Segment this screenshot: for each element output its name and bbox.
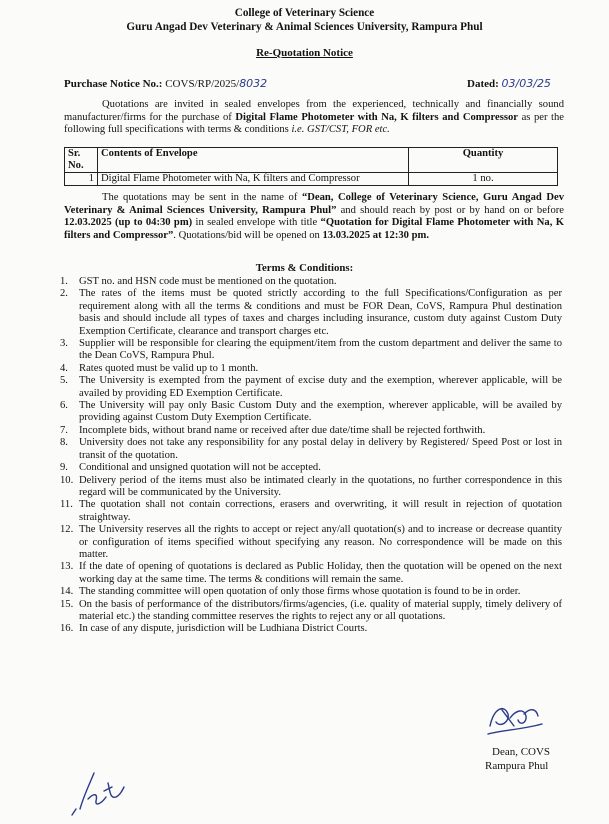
purchase-notice-number (64, 77, 267, 90)
handwritten-notice-number: 8032 (239, 77, 268, 90)
term-text: In case of any dispute, jurisdiction will be Ludhiana District Courts. (79, 623, 368, 635)
list-item (60, 462, 562, 474)
list-item (60, 437, 562, 462)
cell-sr-no: 1 (65, 173, 98, 186)
notice-title: Re-Quotation Notice (256, 47, 353, 59)
list-item (60, 623, 562, 635)
purchase-notice-label: Purchase Notice No.: (64, 78, 163, 90)
list-item (60, 561, 562, 586)
term-text: The University is exempted from the payment of excise duty and the exemption, wherever applicable, will be availed by providing ED Exemption Certificate. (79, 375, 562, 399)
handwritten-date: 03/03/25 (501, 77, 551, 90)
term-number: 14. (60, 586, 74, 598)
addressee: “Dean, College of Veterinary Science, Guru Angad Dev Veterinary & Animal Sciences University, Rampura Phul” (64, 192, 565, 216)
table-header-row (65, 148, 558, 173)
term-number: 15. (60, 598, 74, 610)
sub-text-e: in sealed envelope with title (192, 217, 321, 229)
col-contents: Contents of Envelope (98, 148, 409, 173)
cell-quantity: 1 no. (409, 173, 558, 186)
envelope-contents-table (64, 147, 558, 186)
term-number: 10. (60, 474, 74, 486)
term-text: The quotation shall not contain corrections, erasers and overwriting, it will result in rejection of quotation straightway. (79, 499, 562, 523)
list-item (60, 586, 562, 598)
term-text: The University will pay only Basic Custom Duty and the exemption, wherever applicable, will be availed by providing against Custom Duty Exemption Certificate. (79, 400, 562, 424)
intro-text-d: i.e. GST/CST, FOR etc. (291, 124, 390, 136)
term-number: 8. (60, 437, 68, 449)
term-number: 13. (60, 561, 74, 573)
signatory-place: Rampura Phul (485, 760, 549, 772)
university-name: Guru Angad Dev Veterinary & Animal Sciences University, Rampura Phul (126, 21, 483, 33)
signature-image (480, 696, 550, 742)
terms-list (60, 276, 562, 636)
term-number: 2. (60, 288, 68, 300)
col-quantity: Quantity (409, 148, 558, 173)
cell-contents: Digital Flame Photometer with Na, K filters and Compressor (98, 173, 409, 186)
list-item (60, 599, 562, 624)
list-item (60, 400, 562, 425)
list-item (60, 363, 562, 375)
term-number: 12. (60, 524, 74, 536)
opening-date: 13.03.2025 at 12:30 pm. (322, 229, 429, 241)
dated-label: Dated: (467, 78, 499, 90)
term-text: If the date of opening of quotations is declared as Public Holiday, then the quotation will be opened on the next working day at the same time. The terms & conditions will remain the same. (79, 561, 562, 585)
term-text: Delivery period of the items must also be intimated clearly in the quotations, no further correspondence in this regard will be communicated by the University. (79, 474, 562, 498)
list-item (60, 524, 562, 561)
submission-paragraph (64, 192, 564, 242)
term-number: 3. (60, 338, 68, 350)
term-number: 1. (60, 276, 68, 287)
signatory-title: Dean, COVS (492, 746, 551, 758)
sub-text-g: . Quotations/bid will be opened on (173, 229, 323, 241)
notice-date (467, 77, 551, 90)
term-text: Rates quoted must be valid up to 1 month. (79, 362, 259, 374)
col-sr-no: Sr. No. (65, 148, 98, 173)
terms-heading: Terms & Conditions: (255, 262, 354, 274)
intro-text-c: as per the following full specifications with terms & conditions (64, 111, 564, 136)
term-text: GST no. and HSN code must be mentioned on the quotation. (79, 276, 337, 287)
list-item (60, 338, 562, 363)
term-number: 11. (60, 499, 73, 511)
list-item (60, 375, 562, 400)
sub-text-c: and should reach by post or by hand on or before (336, 204, 564, 216)
intro-paragraph (64, 99, 564, 137)
purchase-notice-prefix: COVS/RP/2025/ (165, 78, 240, 90)
sub-text-a: The quotations may be sent in the name of (102, 192, 302, 203)
term-number: 9. (60, 462, 68, 474)
list-item (60, 499, 562, 524)
term-text: Conditional and unsigned quotation will not be accepted. (79, 462, 321, 474)
term-text: The rates of the items must be quoted strictly according to the full Specifications/Configuration as per requirement along with all the terms & conditions and must be FOR Dean, CoVS, Rampura Phul destination basis and should include all types of taxes and charges including insurance, custom duty against Custom Duty Exemption Certificate, clearance and transport charges etc. (79, 288, 562, 337)
term-text: On the basis of performance of the distributors/firms/agencies, (i.e. quality of material supply, timely delivery of material etc.) the standing committee reserves the rights to reject any or all quotations. (79, 598, 562, 622)
term-text: Supplier will be responsible for clearing the equipment/item from the custom department and deliver the same to the Dean CoVS, Rampura Phul. (79, 338, 562, 362)
term-number: 16. (60, 623, 74, 635)
college-name: College of Veterinary Science (234, 7, 375, 19)
intro-text-a: Quotations are invited in sealed envelopes from the experienced, technically and financially sound manufacturer/firms for the purchase of (64, 99, 564, 123)
term-number: 7. (60, 424, 68, 436)
term-text: Incomplete bids, without brand name or received after due date/time shall be rejected forthwith. (79, 424, 486, 436)
list-item (60, 425, 562, 437)
term-number: 4. (60, 362, 68, 374)
due-date: 12.03.2025 (up to 04:30 pm) (64, 217, 193, 229)
list-item (60, 288, 562, 338)
term-number: 5. (60, 375, 68, 387)
envelope-title: “Quotation for Digital Flame Photometer with Na, K filters and Compressor” (64, 217, 564, 241)
term-text: The standing committee will open quotation of only those firms whose quotation is found to be in order. (79, 586, 521, 598)
table-row (65, 173, 558, 186)
signatory-block (485, 745, 550, 773)
term-text: The University reserves all the rights to accept or reject any/all quotation(s) and to increase or decrease quantity or configuration of items specified without specifying any reason. No correspondence will be made on this matter. (79, 524, 562, 560)
list-item (60, 475, 562, 500)
term-number: 6. (60, 400, 68, 412)
term-text: University does not take any responsibility for any postal delay in delivery by Registered/ Speed Post or lost in transit of the quotation. (79, 437, 562, 461)
handwritten-initials (68, 765, 128, 820)
item-name: Digital Flame Photometer with Na, K filters and Compressor (235, 111, 518, 123)
list-item (60, 276, 562, 288)
